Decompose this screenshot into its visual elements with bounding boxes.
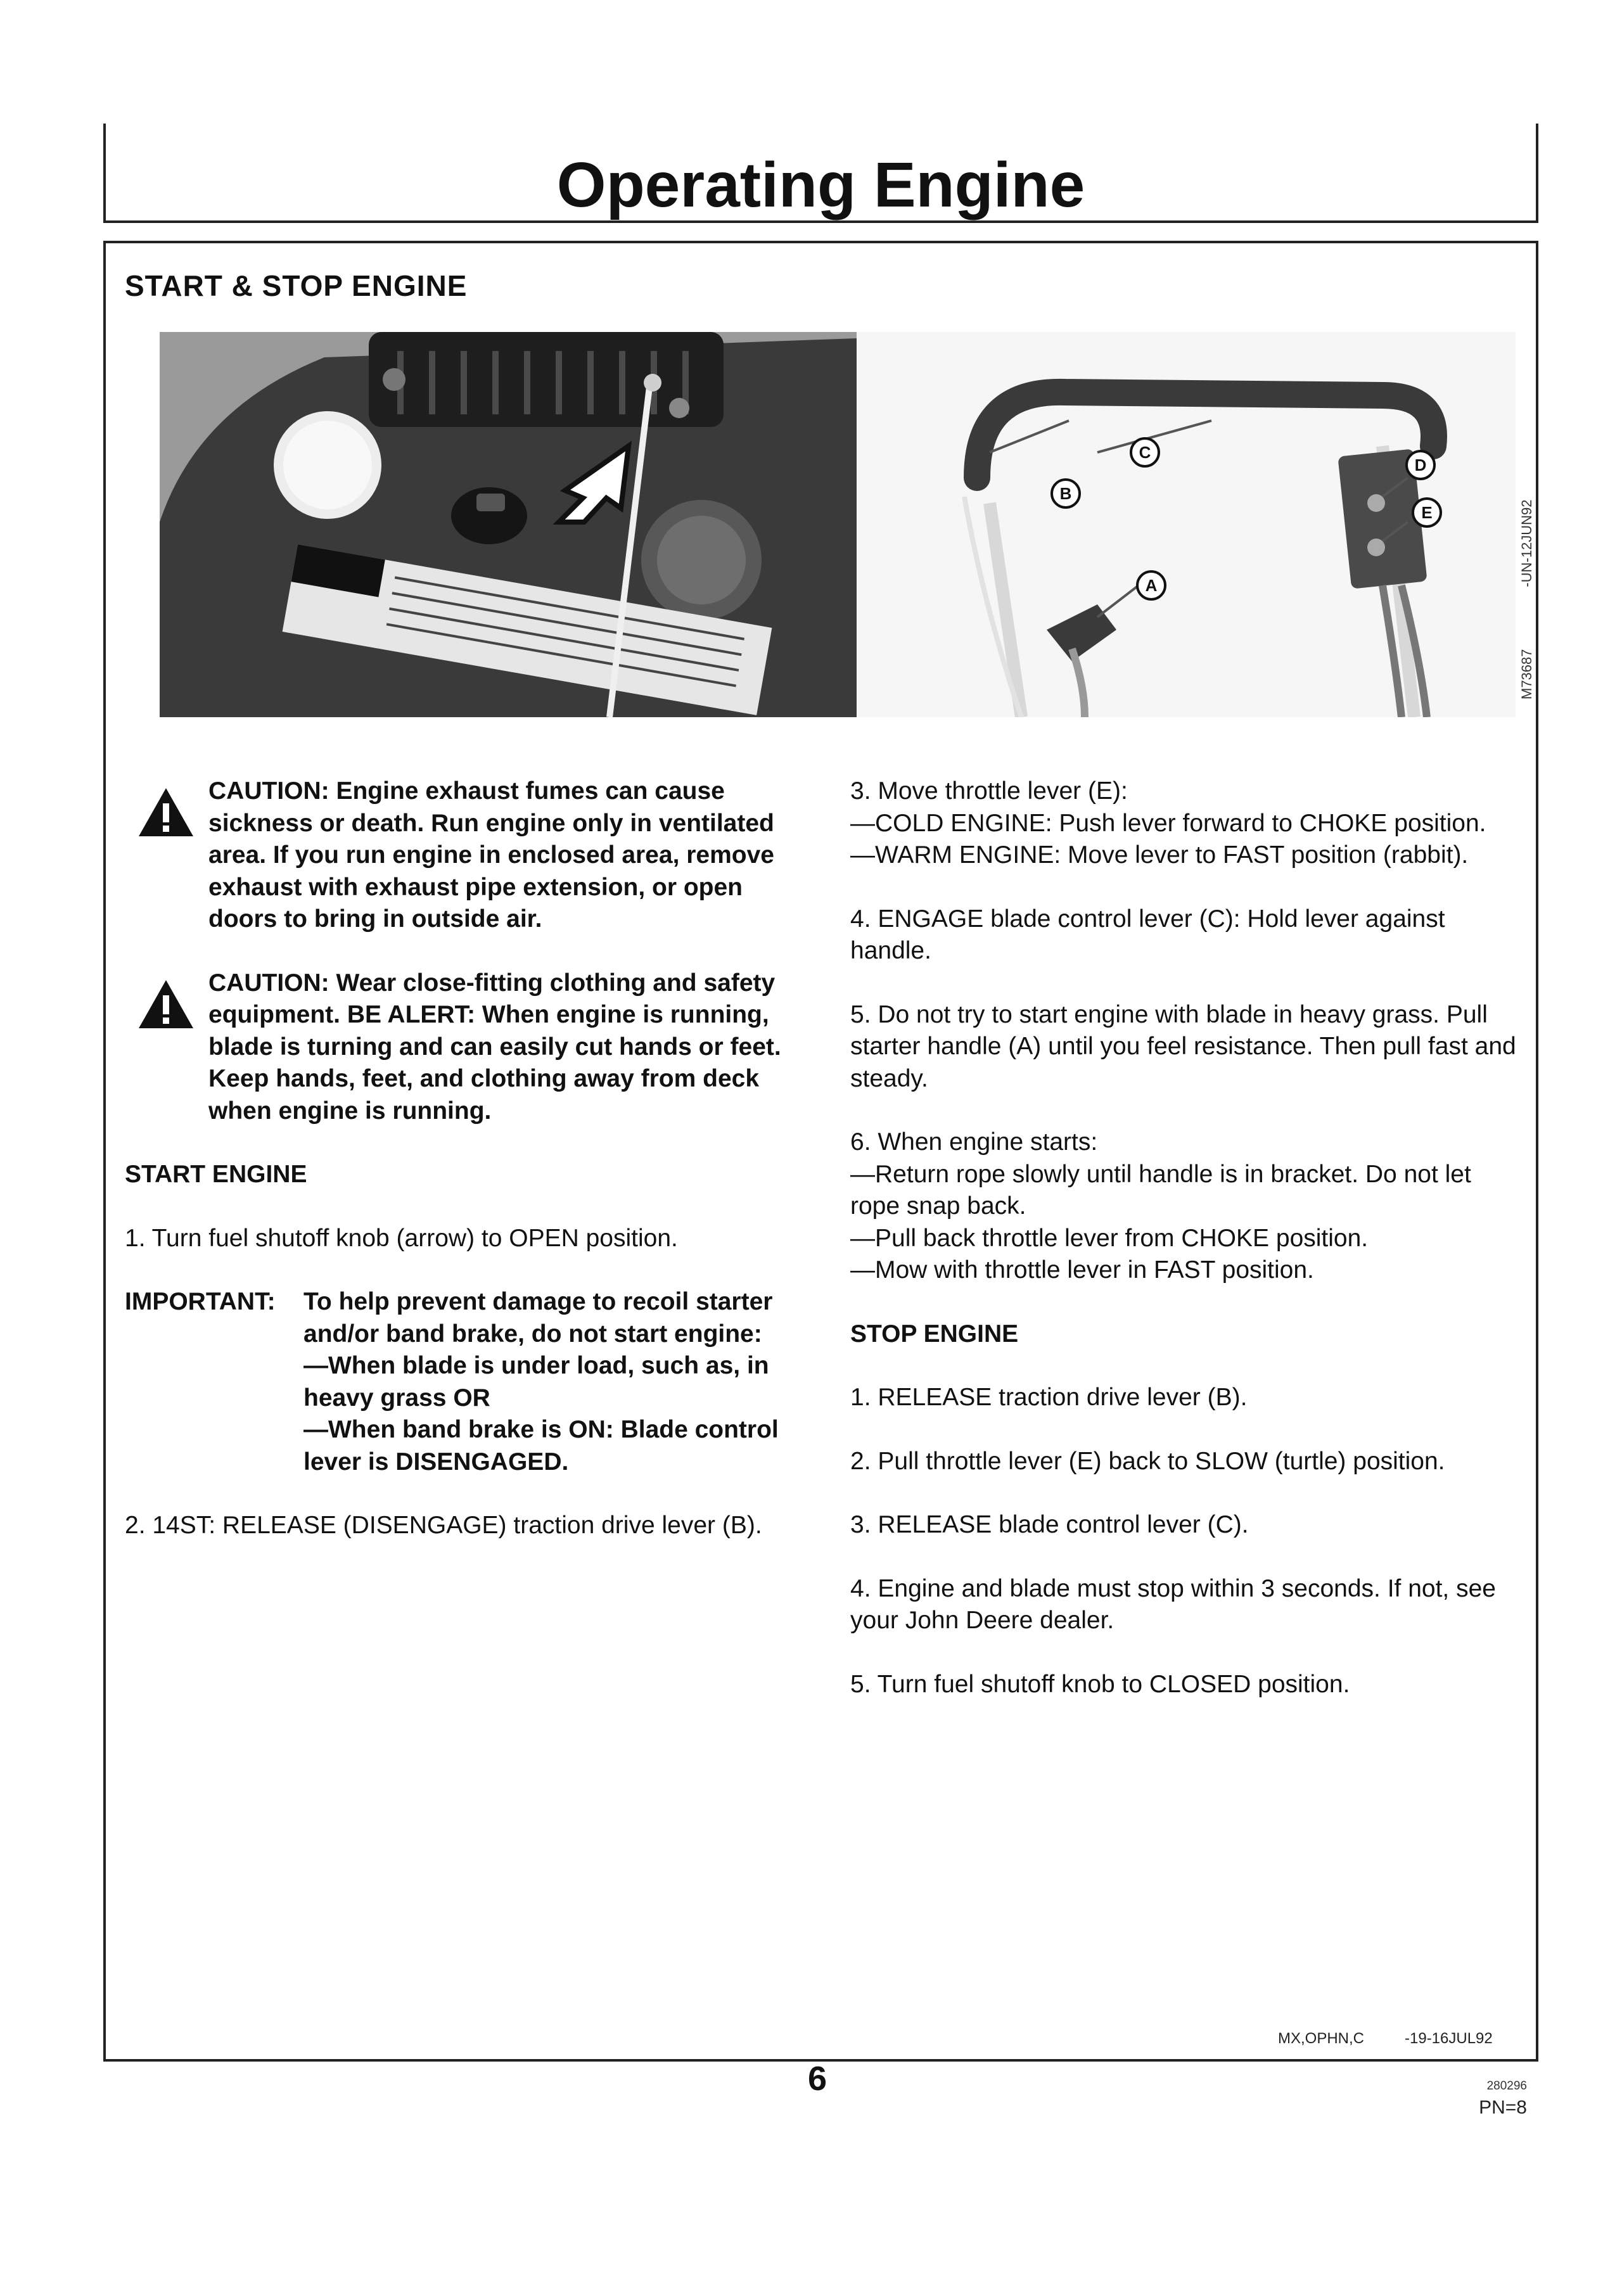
engine-photo-illustration bbox=[160, 332, 857, 717]
page-title: Operating Engine bbox=[556, 150, 1085, 220]
important-item-1: —When blade is under load, such as, in heavy grass OR bbox=[303, 1352, 769, 1412]
stop-step-4: 4. Engine and blade must stop within 3 seconds. If not, see your John Deere dealer. bbox=[850, 1574, 1496, 1634]
stop-step-5: 5. Turn fuel shutoff knob to CLOSED position. bbox=[850, 1670, 1350, 1698]
stop-step-3: 3. RELEASE blade control lever (C). bbox=[850, 1511, 1249, 1538]
step-3-intro: 3. Move throttle lever (E): bbox=[850, 777, 1128, 805]
stop-step-1: 1. RELEASE traction drive lever (B). bbox=[850, 1384, 1248, 1411]
start-step-2: 2. 14ST: RELEASE (DISENGAGE) traction drive lever (B). bbox=[125, 1512, 762, 1539]
caution-exhaust-text: CAUTION: Engine exhaust fumes can cause sickness or death. Run engine only in ventilated area. If you run engine in enclosed area, remove exhaust with exhaust pipe extension, or open doors to bring in outside air. bbox=[208, 777, 774, 933]
title-box bbox=[103, 124, 1538, 223]
stop-step-2: 2. Pull throttle lever (E) back to SLOW (turtle) position. bbox=[850, 1447, 1445, 1475]
callout-b: B bbox=[1059, 484, 1072, 503]
important-item-2: —When band brake is ON: Blade control lever is DISENGAGED. bbox=[303, 1416, 779, 1476]
content-box bbox=[103, 241, 1538, 2062]
start-engine-heading: START ENGINE bbox=[125, 1161, 307, 1188]
start-step-3 bbox=[850, 775, 1522, 872]
step-3-cold: —COLD ENGINE: Push lever forward to CHOKE position. bbox=[850, 809, 1486, 837]
warning-triangle-icon bbox=[136, 786, 196, 839]
callout-e: E bbox=[1421, 503, 1433, 522]
warning-triangle-icon bbox=[136, 978, 196, 1031]
important-text: To help prevent damage to recoil starter and/or band brake, do not start engine: bbox=[303, 1288, 773, 1348]
important-label: IMPORTANT: bbox=[125, 1288, 276, 1315]
right-figure-code-b: -UN-12JUN92 bbox=[1519, 499, 1535, 587]
callout-a: A bbox=[1145, 576, 1158, 595]
start-step-1: 1. Turn fuel shutoff knob (arrow) to OPEN position. bbox=[125, 1224, 678, 1252]
left-column bbox=[125, 775, 812, 1574]
right-figure-code bbox=[1519, 500, 1535, 699]
doc-code: 280296 bbox=[1486, 2079, 1527, 2093]
right-figure-code-a: M73687 bbox=[1519, 649, 1535, 699]
caution-clothing-text: CAUTION: Wear close-fitting clothing and safety equipment. BE ALERT: When engine is running, blade is turning and can easily cut hands or feet. Keep hands, feet, and clothing away from deck when engine is running. bbox=[208, 969, 781, 1125]
step-6-choke: —Pull back throttle lever from CHOKE position. bbox=[850, 1224, 1369, 1252]
right-column bbox=[850, 775, 1522, 1732]
step-6-intro: 6. When engine starts: bbox=[850, 1128, 1098, 1156]
footer-code-left: MX,OPHN,C bbox=[1278, 2030, 1365, 2047]
footer-code-right: -19-16JUL92 bbox=[1405, 2030, 1493, 2047]
stop-engine-heading: STOP ENGINE bbox=[850, 1320, 1019, 1348]
engine-photo bbox=[160, 332, 857, 717]
step-6-fast: —Mow with throttle lever in FAST position. bbox=[850, 1256, 1314, 1284]
handle-controls-photo bbox=[857, 332, 1516, 717]
pn-label: PN=8 bbox=[1479, 2097, 1527, 2118]
callout-c: C bbox=[1139, 443, 1151, 462]
page-number: 6 bbox=[807, 2060, 827, 2098]
caution-exhaust bbox=[125, 775, 812, 936]
handle-controls-illustration bbox=[857, 332, 1516, 717]
start-step-6 bbox=[850, 1126, 1522, 1287]
section-title: START & STOP ENGINE bbox=[125, 269, 468, 302]
step-6-rope: —Return rope slowly until handle is in bracket. Do not let rope snap back. bbox=[850, 1160, 1471, 1220]
important-note bbox=[125, 1286, 812, 1478]
caution-clothing bbox=[125, 967, 812, 1128]
start-step-4: 4. ENGAGE blade control lever (C): Hold lever against handle. bbox=[850, 905, 1445, 964]
step-3-warm: —WARM ENGINE: Move lever to FAST position (rabbit). bbox=[850, 841, 1469, 869]
start-step-5: 5. Do not try to start engine with blade in heavy grass. Pull starter handle (A) until you feel resistance. Then pull fast and steady. bbox=[850, 1000, 1516, 1092]
callout-d: D bbox=[1414, 456, 1427, 475]
